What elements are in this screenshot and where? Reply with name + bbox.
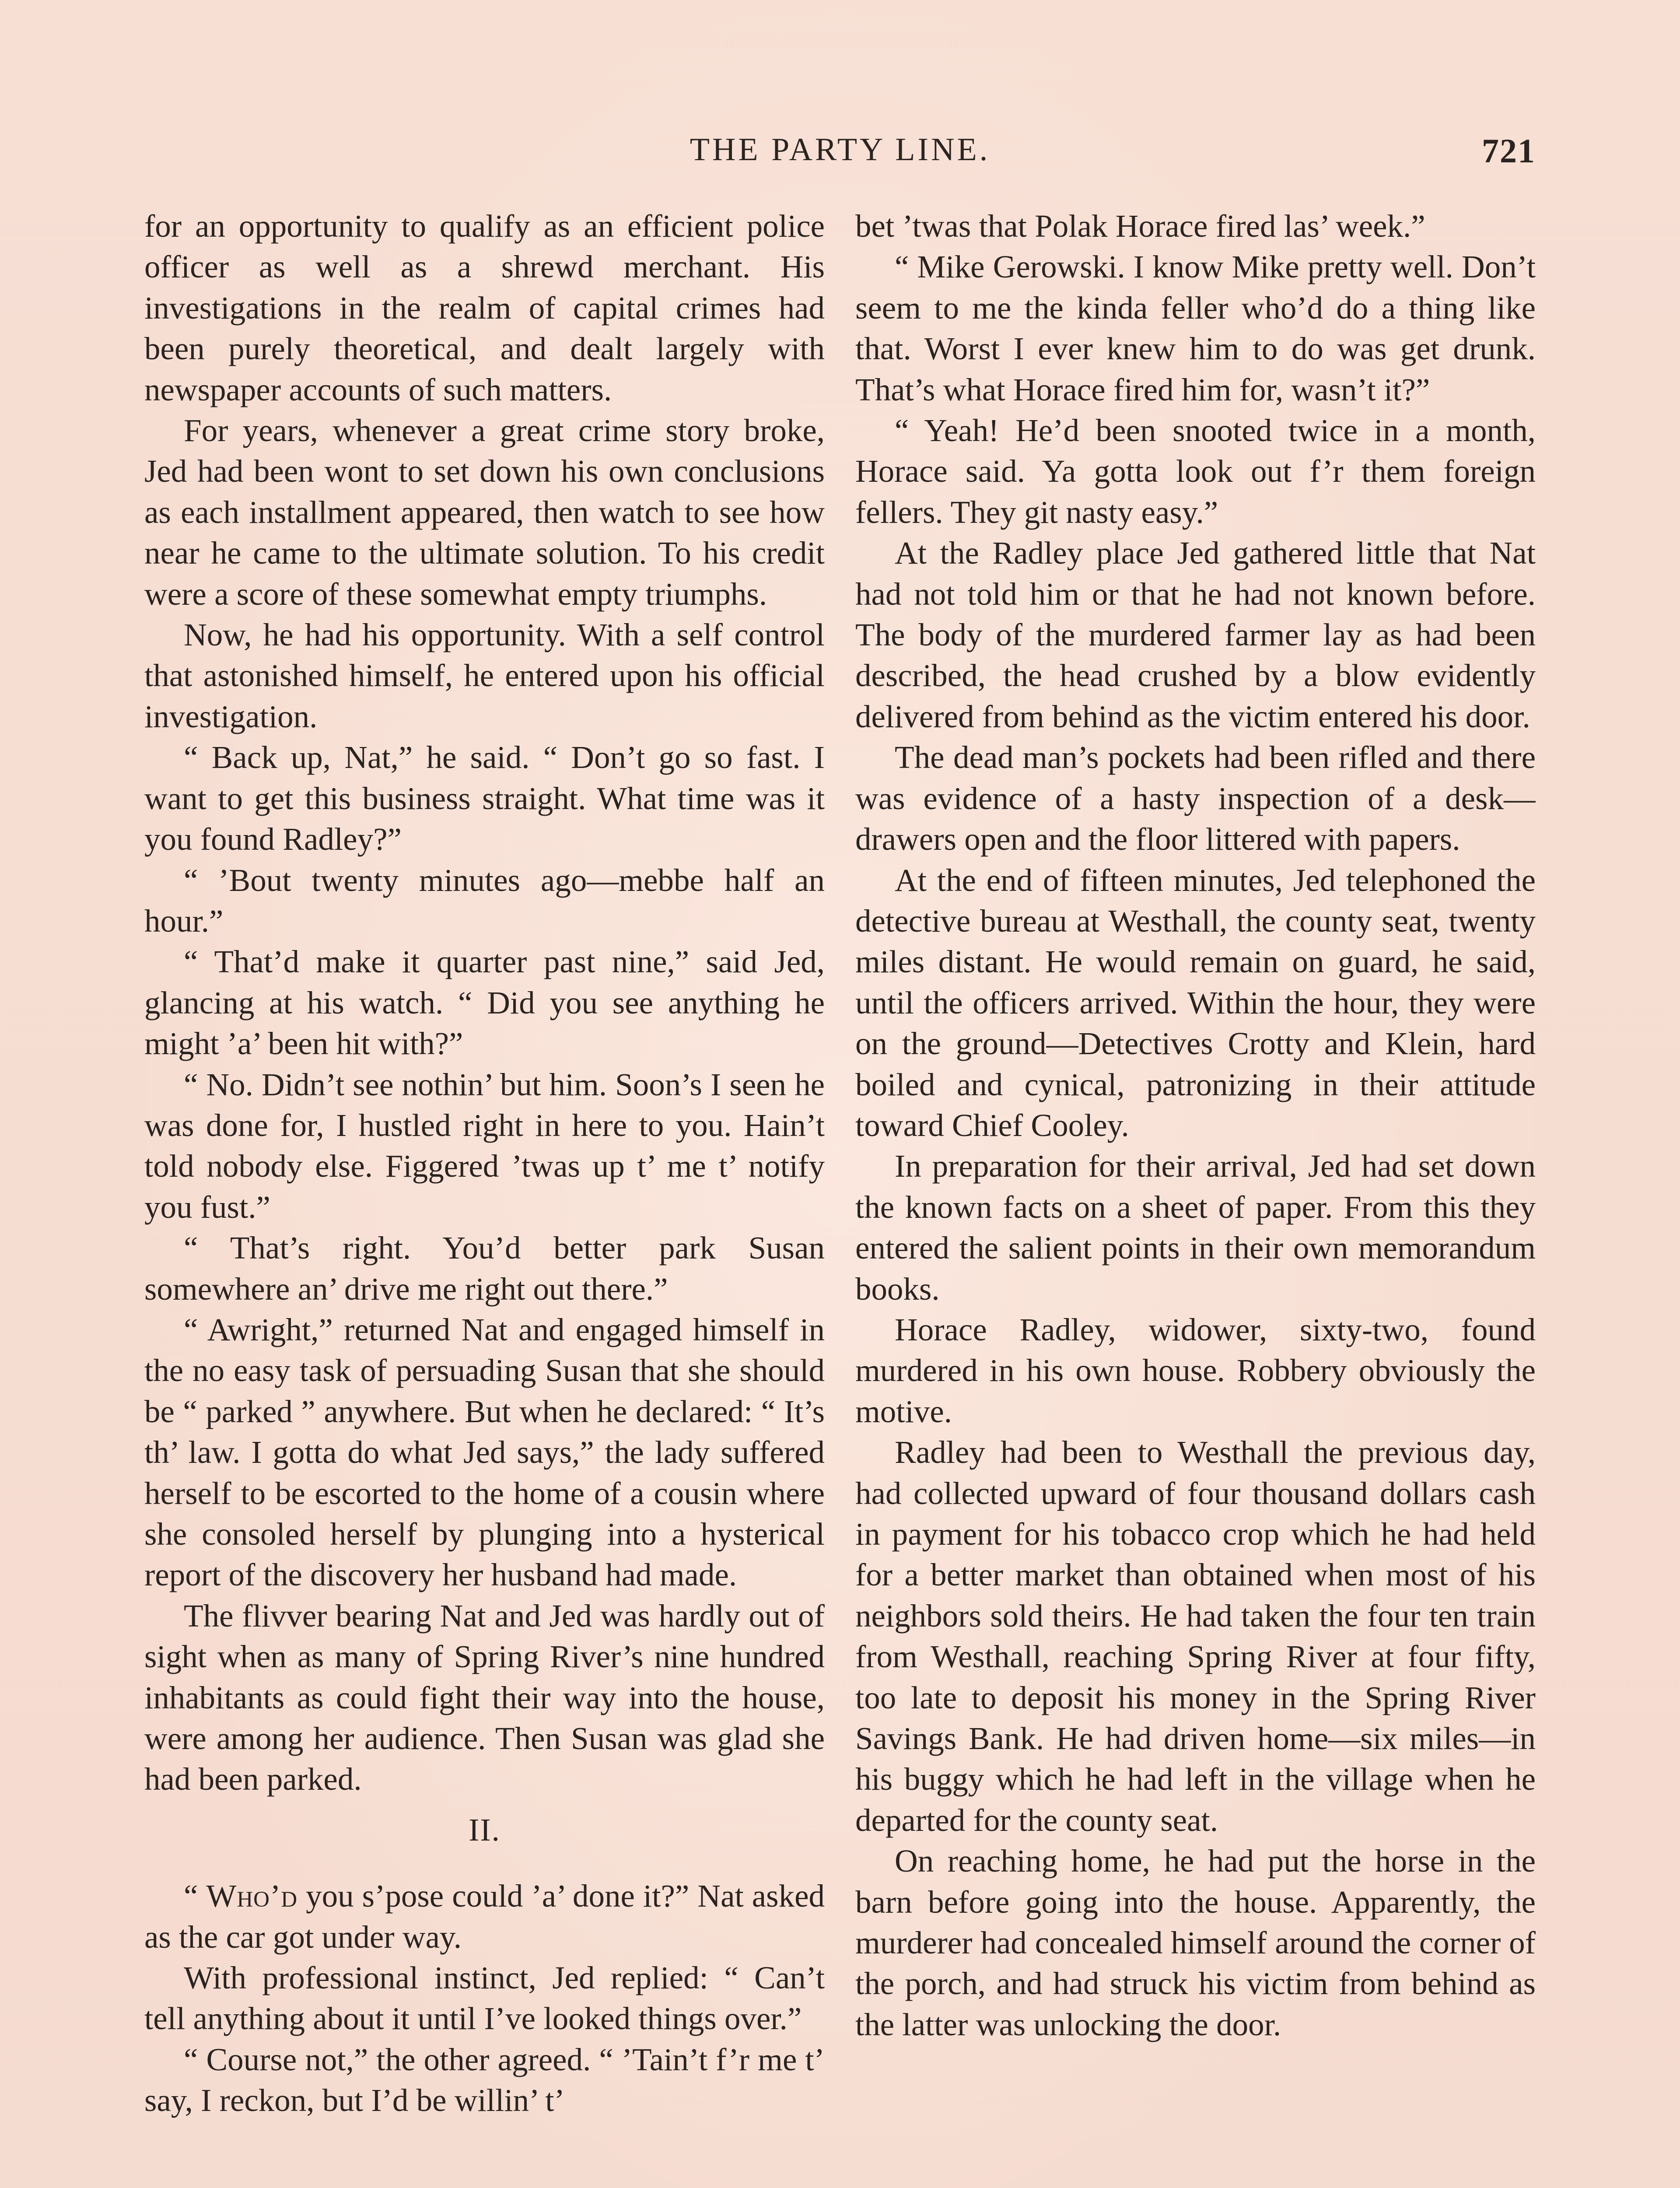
paragraph: At the end of fifteen minutes, Jed telephoned the detective bureau at Westhall, the county seat, twenty miles distant. He would remain on guard, he said, until the officers arrived. Within the hour, they were on the ground—Detectives Crotty and Klein, hard boiled and cynical, patronizing in their attitude toward Chief Cooley. <box>855 862 1536 1143</box>
paragraph: “ No. Didn’t see nothin’ but him. Soon’s I seen he was done for, I hustled right in here to you. Hain’t told nobody else. Figgered ’twas up t’ me t’ notify you fust.” <box>144 1066 825 1225</box>
paragraph: bet ’twas that Polak Horace fired las’ week.” <box>855 208 1425 244</box>
section-lead-smallcaps: Who’d <box>206 1878 298 1914</box>
page-number: 721 <box>1482 132 1536 170</box>
paragraph: “ That’s right. You’d better park Susan somewhere an’ drive me right out there.” <box>144 1230 825 1307</box>
right-column <box>855 206 1536 2188</box>
paragraph: “ That’d make it quarter past nine,” said Jed, glancing at his watch. “ Did you see anything he might ’a’ been hit with?” <box>144 944 825 1062</box>
opening-quote: “ <box>184 1878 206 1914</box>
paragraph: “ ’Bout twenty minutes ago—mebbe half an hour.” <box>144 862 825 939</box>
running-title: THE PARTY LINE. <box>690 132 990 168</box>
section-heading: II. <box>469 1812 500 1848</box>
paragraph: “ Yeah! He’d been snooted twice in a month, Horace said. Ya gotta look out f’r them foreign fellers. They git nasty easy.” <box>855 413 1536 530</box>
paragraph: On reaching home, he had put the horse in the barn before going into the house. Apparently, the murderer had concealed himself around the corner of the porch, and had struck his victim from behind as the latter was unlocking the door. <box>855 1843 1536 2042</box>
paragraph: “ Awright,” returned Nat and engaged himself in the no easy task of persuading Susan that she should be “ parked ” anywhere. But when he declared: “ It’s th’ law. I gotta do what Jed says,” the lady suffered herself to be escorted to the home of a cousin where she consoled herself by plunging into a hysterical report of the discovery her husband had made. <box>144 1311 825 1593</box>
paragraph: “ Mike Gerowski. I know Mike pretty well. Don’t seem to me the kinda feller who’d do a thing like that. Worst I ever knew him to do was get drunk. That’s what Horace fired him for, wasn’t it?” <box>855 249 1536 407</box>
paragraph: The dead man’s pockets had been rifled and there was evidence of a hasty inspection of a desk—drawers open and the floor littered with papers. <box>855 740 1536 857</box>
paragraph: For years, whenever a great crime story broke, Jed had been wont to set down his own conclusions as each installment appeared, then watch to see how near he came to the ultimate solution. To his credit were a score of these somewhat empty triumphs. <box>144 413 825 612</box>
paragraph: Radley had been to Westhall the previous day, had collected upward of four thousand dollars cash in payment for his tobacco crop which he had held for a better market than obtained when most of his neighbors sold theirs. He had taken the four ten train from Westhall, reaching Spring River at four fifty, too late to deposit his money in the Spring River Savings Bank. He had driven home—six miles—in his buggy which he had left in the village when he departed for the county seat. <box>855 1434 1536 1838</box>
text-columns <box>144 206 1536 2188</box>
paragraph: Horace Radley, widower, sixty-two, found murdered in his own house. Robbery obviously the motive. <box>855 1311 1536 1429</box>
paragraph: for an opportunity to qualify as an efficient police officer as well as a shrewd merchant. His investigations in the realm of capital crimes had been purely theoretical, and dealt largely with newspaper accounts of such matters. <box>144 208 825 407</box>
paragraph: “ Course not,” the other agreed. “ ’Tain’t f’r me t’ say, I reckon, but I’d be willin’ t’ <box>144 2041 825 2118</box>
paragraph: Now, he had his opportunity. With a self control that astonished himself, he entered upon his official investigation. <box>144 617 825 734</box>
page-header <box>144 131 1536 184</box>
section-lead-rest: you s’pose could ’a’ done it?” Nat asked as the car got under way. <box>144 1878 825 1955</box>
section-lead-paragraph <box>144 1876 825 1957</box>
left-column <box>144 206 825 2188</box>
paragraph: At the Radley place Jed gathered little that Nat had not told him or that he had not known before. The body of the murdered farmer lay as had been described, the head crushed by a blow evidently delivered from behind as the victim entered his door. <box>855 535 1536 734</box>
paragraph: The flivver bearing Nat and Jed was hardly out of sight when as many of Spring River’s nine hundred inhabitants as could fight their way into the house, were among her audience. Then Susan was glad she had been parked. <box>144 1598 825 1797</box>
paragraph: “ Back up, Nat,” he said. “ Don’t go so fast. I want to get this business straight. What time was it you found Radley?” <box>144 740 825 857</box>
paragraph: In preparation for their arrival, Jed had set down the known facts on a sheet of paper. From this they entered the salient points in their own memorandum books. <box>855 1148 1536 1307</box>
paragraph: With professional instinct, Jed replied: “ Can’t tell anything about it until I’ve looked things over.” <box>144 1960 825 2037</box>
